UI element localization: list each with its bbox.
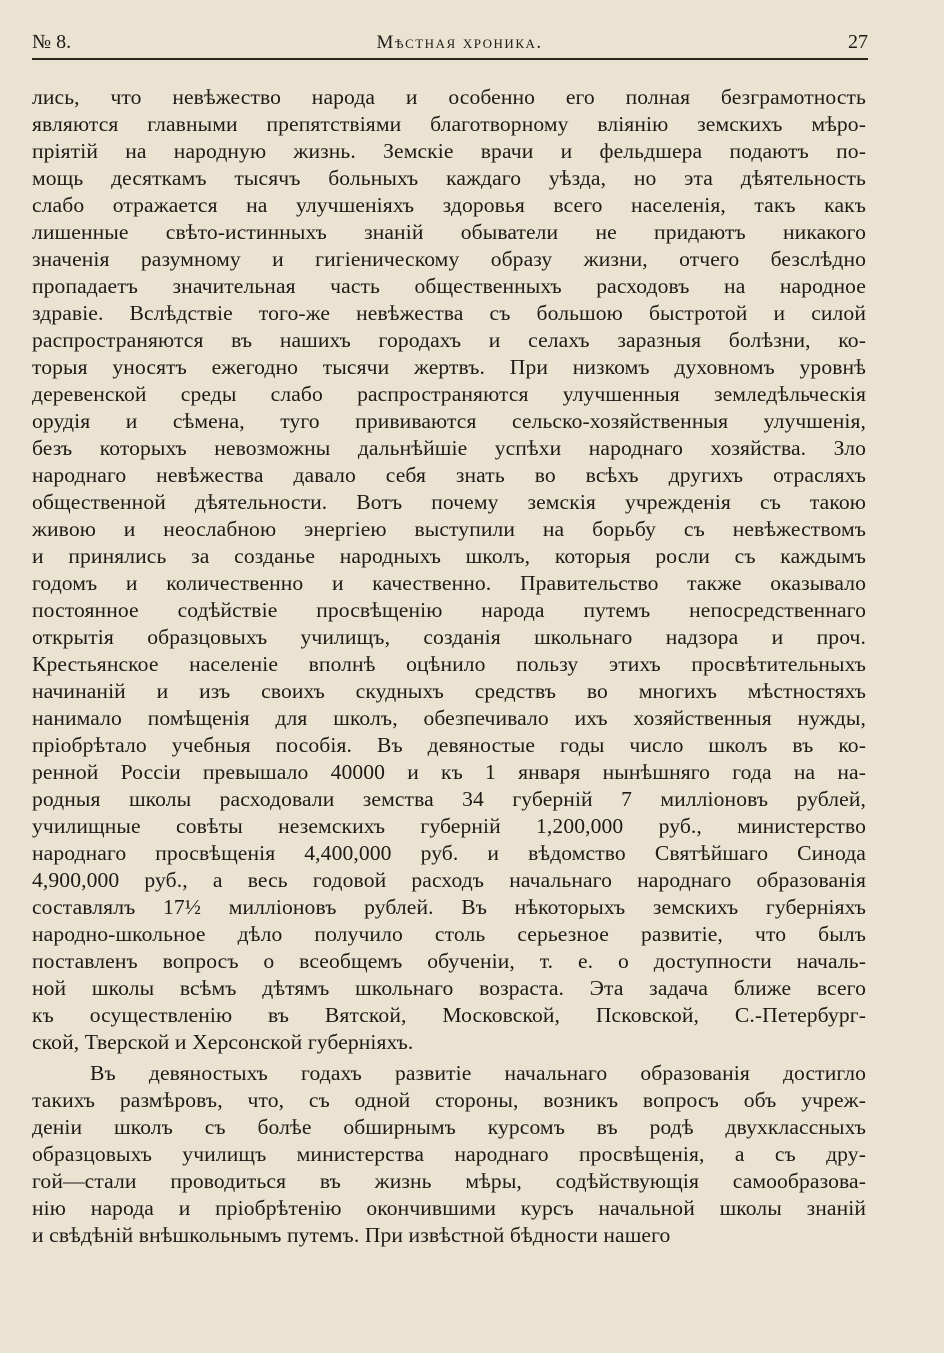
issue-number: № 8.	[32, 31, 72, 53]
page-number: 27	[848, 31, 868, 53]
text-line: живою и неослабною энергіею выступили на борьбу съ невѣжествомъ	[32, 517, 866, 541]
text-line: деніи школъ съ болѣе обширнымъ курсомъ въ родѣ двухклассныхъ	[32, 1115, 866, 1139]
text-line: и принялись за созданье народныхъ школъ, которыя росли съ каждымъ	[32, 544, 866, 568]
text-line: ской, Тверской и Херсонской губерніяхъ.	[32, 1030, 414, 1054]
text-line: лишенные свѣто-истинныхъ знаній обыватели не придаютъ никакого	[32, 220, 866, 244]
text-line: орудія и сѣмена, туго прививаются сельско-хозяйственныя улучшенія,	[32, 409, 866, 433]
paragraph	[32, 84, 866, 1056]
text-line: пріятій на народную жизнь. Земскіе врачи и фельдшера подаютъ по-	[32, 139, 866, 163]
text-line: образцовыхъ училищъ министерства народнаго просвѣщенія, а съ дру-	[32, 1142, 866, 1166]
text-line: начинаній и изъ своихъ скудныхъ средствъ во многихъ мѣстностяхъ	[32, 679, 866, 703]
text-line: народно-школьное дѣло получило столь серьезное развитіе, что былъ	[32, 922, 866, 946]
text-line: мощь десяткамъ тысячъ больныхъ каждаго уѣзда, но эта дѣятельность	[32, 166, 866, 190]
text-line: ной школы всѣмъ дѣтямъ школьнаго возраста. Эта задача ближе всего	[32, 976, 866, 1000]
text-line: годомъ и количественно и качественно. Правительство также оказывало	[32, 571, 866, 595]
text-line: составлялъ 17½ милліоновъ рублей. Въ нѣкоторыхъ земскихъ губерніяхъ	[32, 895, 866, 919]
text-line: торыя уносятъ ежегодно тысячи жертвъ. При низкомъ духовномъ уровнѣ	[32, 355, 866, 379]
page-header	[32, 26, 868, 60]
text-line: значенія разумному и гигіеническому образу жизни, отчего безслѣдно	[32, 247, 866, 271]
text-line: училищные совѣты неземскихъ губерній 1,200,000 руб., министерство	[32, 814, 866, 838]
text-line: 4,900,000 руб., а весь годовой расходъ начальнаго народнаго образованія	[32, 868, 866, 892]
text-line: гой—стали проводиться въ жизнь мѣры, содѣйствующія самообразова-	[32, 1169, 866, 1193]
text-line: поставленъ вопросъ о всеобщемъ обученіи, т. е. о доступности началь-	[32, 949, 866, 973]
text-line: Крестьянское населеніе вполнѣ оцѣнило пользу этихъ просвѣтительныхъ	[32, 652, 866, 676]
running-title: Мѣстная хроника.	[376, 32, 543, 53]
text-line: народнаго невѣжества давало себя знать во всѣхъ другихъ отрасляхъ	[32, 463, 866, 487]
text-line: къ осуществленію въ Вятской, Московской, Псковской, С.-Петербург-	[32, 1003, 866, 1027]
text-line: здравіе. Вслѣдствіе того-же невѣжества съ большою быстротой и силой	[32, 301, 866, 325]
text-line: пропадаетъ значительная часть общественныхъ расходовъ на народное	[32, 274, 866, 298]
text-line: безъ которыхъ невозможны дальнѣйшіе успѣхи народнаго хозяйства. Зло	[32, 436, 866, 460]
text-line: родныя школы расходовали земства 34 губерній 7 милліоновъ рублей,	[32, 787, 866, 811]
text-line: распространяются въ нашихъ городахъ и селахъ заразныя болѣзни, ко-	[32, 328, 866, 352]
text-line: лись, что невѣжество народа и особенно его полная безграмотность	[32, 85, 866, 109]
text-line: нію народа и пріобрѣтенію окончившими курсъ начальной школы знаній	[32, 1196, 866, 1220]
text-line: Въ девяностыхъ годахъ развитіе начальнаго образованія достигло	[90, 1061, 866, 1085]
text-line: ренной Россіи превышало 40000 и къ 1 января нынѣшняго года на на-	[32, 760, 866, 784]
text-line: пріобрѣтало учебныя пособія. Въ девяностые годы число школъ въ ко-	[32, 733, 866, 757]
text-line: нанимало помѣщенія для школъ, обезпечивало ихъ хозяйственныя нужды,	[32, 706, 866, 730]
text-line: деревенской среды слабо распространяются улучшенныя земледѣльческія	[32, 382, 866, 406]
text-line: открытія образцовыхъ училищъ, созданія школьнаго надзора и проч.	[32, 625, 866, 649]
text-line: общественной дѣятельности. Вотъ почему земскія учрежденія съ такою	[32, 490, 866, 514]
text-line: слабо отражается на улучшеніяхъ здоровья всего населенія, такъ какъ	[32, 193, 866, 217]
article-body	[32, 84, 866, 1249]
text-line: и свѣдѣній внѣшкольнымъ путемъ. При извѣстной бѣдности нашего	[32, 1223, 671, 1247]
text-line: такихъ размѣровъ, что, съ одной стороны, возникъ вопросъ объ учреж-	[32, 1088, 866, 1112]
paragraph	[32, 1060, 866, 1249]
text-line: постоянное содѣйствіе просвѣщенію народа путемъ непосредственнаго	[32, 598, 866, 622]
text-line: являются главными препятствіями благотворному вліянію земскихъ мѣро-	[32, 112, 866, 136]
text-line: народнаго просвѣщенія 4,400,000 руб. и вѣдомство Святѣйшаго Синода	[32, 841, 866, 865]
